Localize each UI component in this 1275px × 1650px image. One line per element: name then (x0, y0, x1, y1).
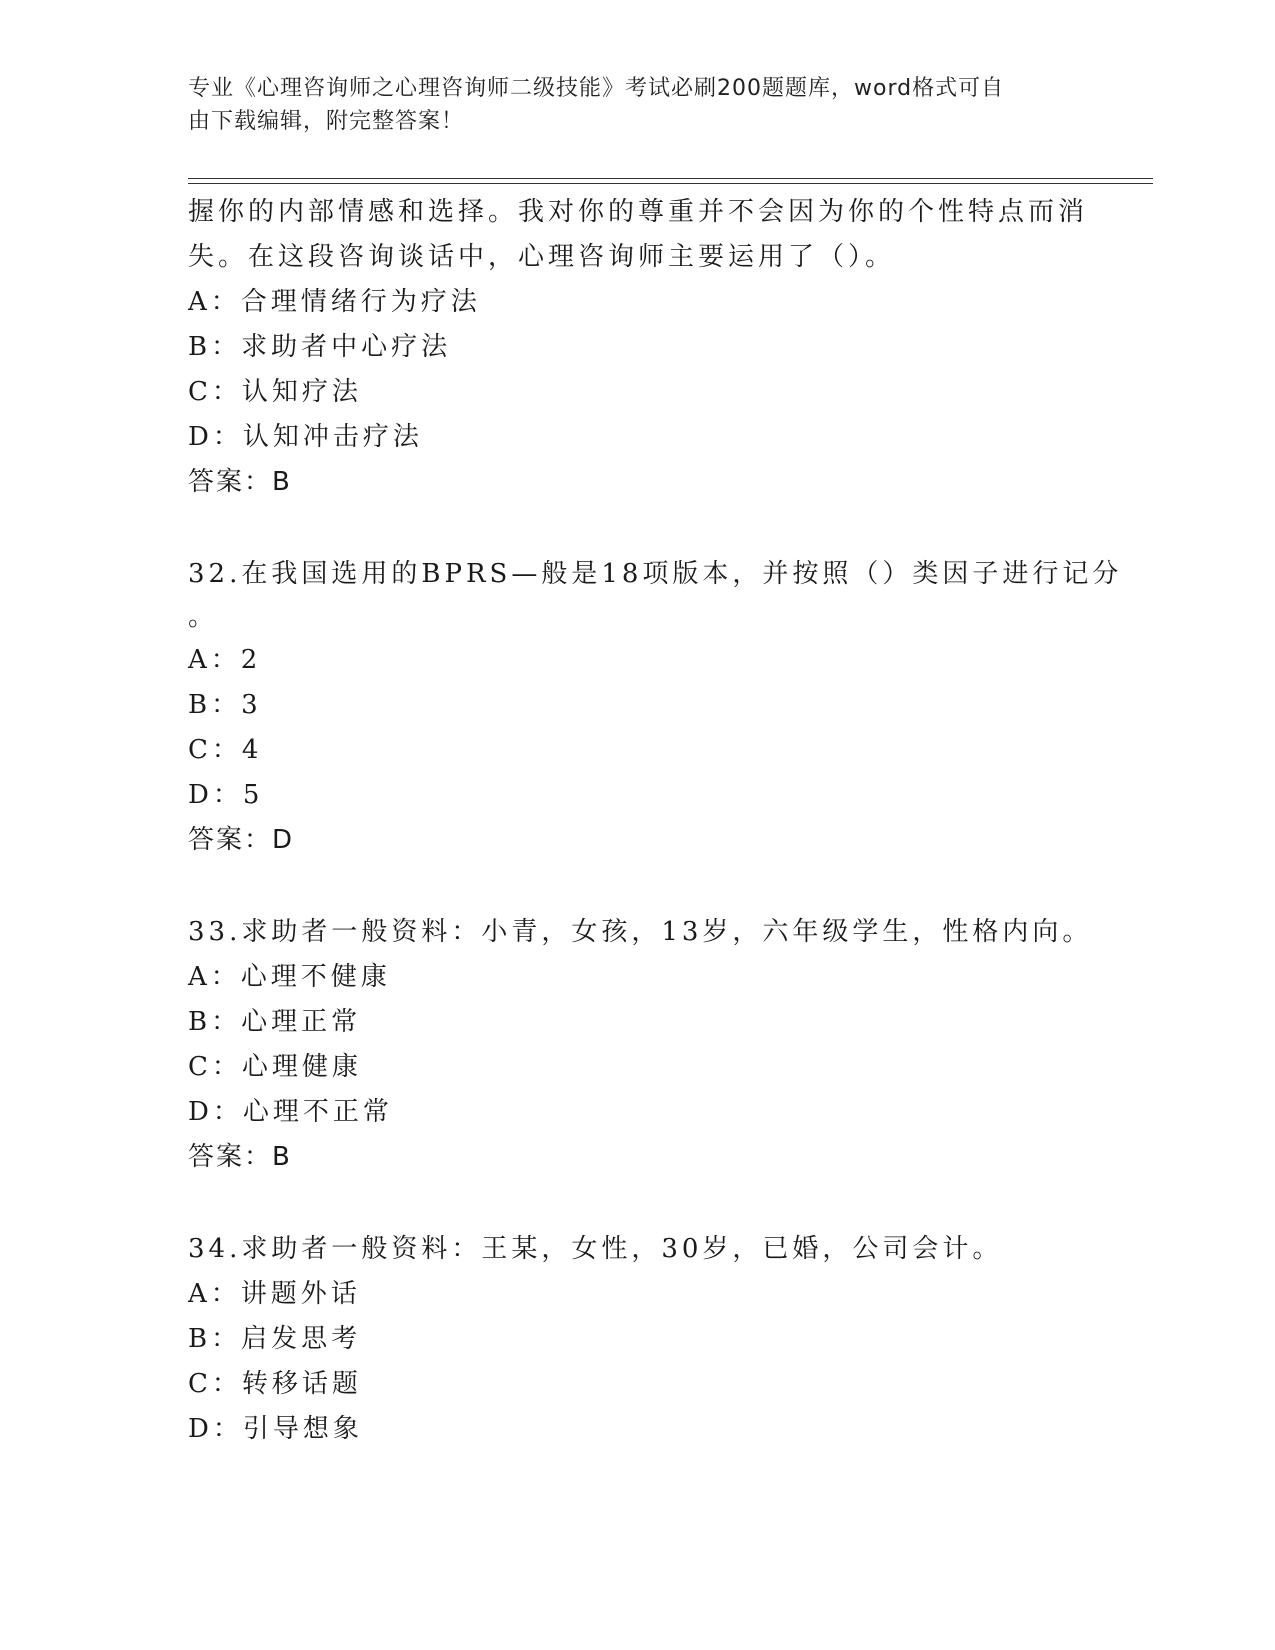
header-divider-bottom (188, 183, 1153, 184)
question-stem-line: 握你的内部情感和选择。我对你的尊重并不会因为你的个性特点而消 (188, 197, 1089, 227)
question-stem-line: 33.求助者一般资料：小青，女孩，13岁，六年级学生，性格内向。 (188, 917, 1093, 947)
header-divider-top (188, 178, 1153, 179)
question-33 (188, 910, 1093, 1180)
question-stem-line: 34.求助者一般资料：王某，女性，30岁，已婚，公司会计。 (188, 1234, 1003, 1264)
option-d: D：心理不正常 (188, 1097, 393, 1127)
option-d: D：引导想象 (188, 1414, 363, 1444)
question-32 (188, 552, 1123, 863)
option-a: A：讲题外话 (188, 1279, 361, 1309)
option-d: D：5 (188, 780, 264, 810)
header-line-1: 专业《心理咨询师之心理咨询师二级技能》考试必刷200题题库，word格式可自 (188, 76, 1005, 101)
spacer (188, 1180, 1068, 1227)
header-line-2: 由下载编辑，附完整答案！ (188, 109, 465, 134)
option-b: B：求助者中心疗法 (188, 332, 452, 362)
option-a: A：2 (188, 645, 262, 675)
answer-line: 答案：B (188, 467, 292, 497)
option-c: C：认知疗法 (188, 377, 362, 407)
question-stem-line: 32.在我国选用的BPRS—般是18项版本，并按照（）类因子进行记分 (188, 559, 1123, 589)
question-34 (188, 1227, 1068, 1452)
option-a: A：心理不健康 (188, 962, 391, 992)
question-body (188, 190, 1123, 1452)
option-d: D：认知冲击疗法 (188, 422, 423, 452)
question-stem-line: 失。在这段咨询谈话中，心理咨询师主要运用了（）。 (188, 242, 896, 272)
continued-question (188, 190, 1089, 505)
spacer (188, 863, 1068, 910)
answer-line: 答案：D (188, 825, 295, 855)
option-c: C：转移话题 (188, 1369, 362, 1399)
option-a: A：合理情绪行为疗法 (188, 287, 481, 317)
option-b: B：启发思考 (188, 1324, 362, 1354)
option-b: B：心理正常 (188, 1007, 362, 1037)
option-c: C：4 (188, 735, 263, 765)
document-header (188, 72, 1068, 138)
answer-line: 答案：B (188, 1142, 292, 1172)
option-c: C：心理健康 (188, 1052, 362, 1082)
spacer (188, 505, 1068, 552)
question-stem-line: 。 (188, 602, 219, 632)
option-b: B：3 (188, 690, 262, 720)
